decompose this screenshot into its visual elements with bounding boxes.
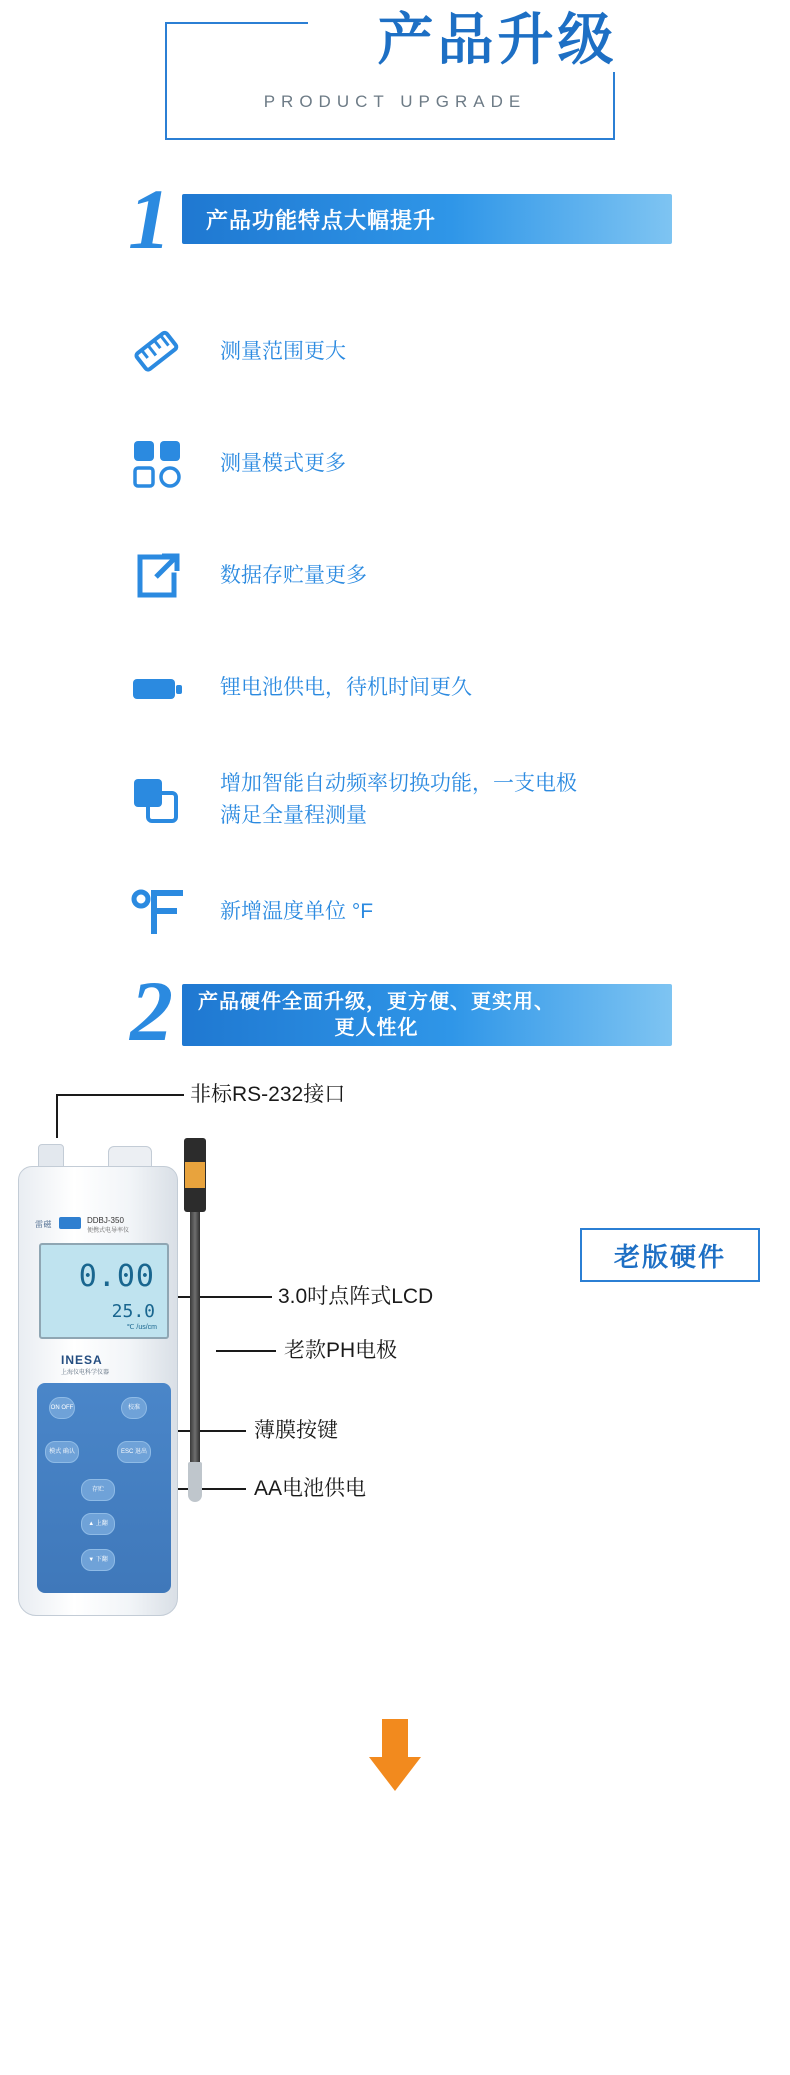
fahrenheit-icon	[128, 883, 220, 941]
device-inesa-text: INESA	[61, 1353, 103, 1367]
feature-label: 新增温度单位 °F	[220, 900, 374, 923]
device-illustration	[0, 1058, 790, 1698]
lcd-main-value: 0.00	[78, 1259, 155, 1294]
down-arrow-container	[0, 1698, 790, 1808]
feature-label	[220, 768, 577, 832]
lcd-unit: ℃ /us/cm	[126, 1324, 157, 1331]
ph-probe	[182, 1128, 208, 1558]
section-title-2	[182, 984, 672, 1046]
page-header	[0, 0, 790, 190]
meter-device	[12, 1128, 242, 1628]
section-number-2: 2	[130, 963, 173, 1059]
probe-shaft	[190, 1212, 200, 1462]
callout-probe: 老款PH电极	[284, 1339, 398, 1362]
feature-label: 测量模式更多	[220, 452, 346, 475]
device-brand: 雷磁	[35, 1220, 52, 1229]
key-mode-confirm[interactable]: 模式 确认	[45, 1441, 79, 1463]
feature-label: 数据存贮量更多	[220, 564, 367, 587]
key-on-off[interactable]: ON OFF	[49, 1397, 75, 1419]
callout-lcd: 3.0吋点阵式LCD	[278, 1285, 434, 1308]
feature-item-range	[128, 296, 790, 408]
section-title-2-line1: 产品硬件全面升级，更方便、更实用、	[198, 991, 555, 1013]
section-title-2-line2: 更人性化	[334, 1017, 419, 1039]
feature-label: 锂电池供电，待机时间更久	[220, 676, 472, 699]
key-esc[interactable]: ESC 退出	[117, 1441, 151, 1463]
key-calibrate[interactable]: 校准	[121, 1397, 147, 1419]
device-model-subtitle: 便携式电导率仪	[87, 1228, 130, 1234]
arrow-stem	[382, 1719, 408, 1759]
export-arrow-icon	[128, 547, 220, 605]
lcd-sub-value: 25.0	[111, 1301, 155, 1322]
feature-item-storage	[128, 520, 790, 632]
feature-label-line2: 满足全量程测量	[220, 804, 367, 827]
modes-grid-icon	[128, 435, 220, 493]
section-banner-2	[0, 963, 790, 1059]
probe-bulb	[188, 1462, 202, 1502]
feature-label-line1: 增加智能自动频率切换功能，一支电极	[220, 772, 577, 795]
device-model-text: DDBJ-350	[87, 1216, 124, 1225]
feature-item-modes	[128, 408, 790, 520]
feature-list	[0, 296, 790, 968]
device-body	[18, 1166, 178, 1616]
old-hardware-badge: 老版硬件	[580, 1228, 760, 1282]
callout-rs232: 非标RS-232接口	[190, 1083, 346, 1106]
callout-leader-rs232	[56, 1094, 184, 1096]
key-store[interactable]: 存贮	[81, 1479, 115, 1501]
feature-item-fahrenheit	[128, 856, 790, 968]
device-inesa-mark	[61, 1353, 109, 1376]
ruler-icon	[128, 323, 220, 381]
device-inesa-sub: 上海仪电科学仪器	[61, 1370, 110, 1376]
device-lcd-screen	[39, 1243, 169, 1339]
callout-battery: AA电池供电	[254, 1477, 367, 1500]
probe-label-band	[185, 1162, 205, 1188]
feature-item-battery	[128, 632, 790, 744]
device-model	[87, 1216, 129, 1234]
battery-icon	[128, 659, 220, 717]
callout-keypad: 薄膜按键	[254, 1419, 338, 1442]
layers-icon	[128, 771, 220, 829]
key-down[interactable]: ▼ 下翻	[81, 1549, 115, 1571]
feature-item-auto-frequency	[128, 744, 790, 856]
arrow-head	[369, 1757, 421, 1791]
section-title-1: 产品功能特点大幅提升	[182, 194, 672, 244]
page-subtitle: PRODUCT UPGRADE	[263, 92, 527, 111]
section-banner-1	[0, 171, 790, 267]
key-up[interactable]: ▲ 上翻	[81, 1513, 115, 1535]
section-number-1: 1	[128, 171, 171, 267]
page-title: 产品升级	[308, 8, 688, 72]
device-logo	[59, 1217, 81, 1229]
feature-label: 测量范围更大	[220, 340, 346, 363]
device-keypad[interactable]	[37, 1383, 171, 1593]
